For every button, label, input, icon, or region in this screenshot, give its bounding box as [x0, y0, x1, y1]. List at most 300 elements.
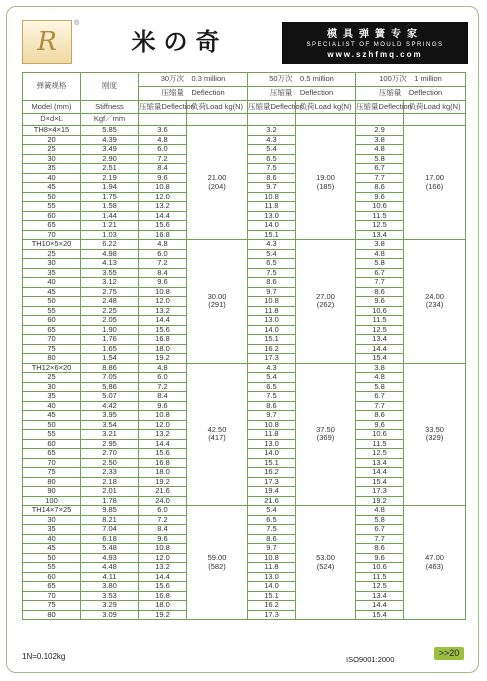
deflection-0p3m: 14.4 — [139, 211, 187, 221]
deflection-0p3m: 10.8 — [139, 411, 187, 421]
deflection-0p3m: 7.2 — [139, 259, 187, 269]
deflection-0p3m: 19.2 — [139, 610, 187, 620]
deflection-0p5m: 11.8 — [248, 563, 296, 573]
deflection-0p5m: 11.8 — [248, 202, 296, 212]
deflection-0p3m: 14.4 — [139, 316, 187, 326]
deflection-1m: 12.5 — [356, 449, 404, 459]
deflection-0p3m: 21.6 — [139, 487, 187, 497]
stiffness-value: 3.21 — [81, 430, 139, 440]
table-row — [23, 506, 466, 516]
deflection-1m: 5.8 — [356, 259, 404, 269]
sub-deflection-header-1: 压缩量Deflection — [139, 101, 187, 114]
deflection-0p5m: 15.1 — [248, 591, 296, 601]
stiffness-value: 3.49 — [81, 145, 139, 155]
stiffness-value: 1.21 — [81, 221, 139, 231]
load-kg: 42.50 — [207, 424, 227, 434]
brand-banner — [282, 22, 468, 64]
banner-chinese: 模具弹簧专家 — [327, 29, 423, 40]
deflection-0p3m: 9.6 — [139, 534, 187, 544]
stiffness-value: 3.09 — [81, 610, 139, 620]
free-length: 55 — [23, 306, 81, 316]
free-length: 30 — [23, 154, 81, 164]
deflection-0p3m: 24.0 — [139, 496, 187, 506]
free-length: 70 — [23, 458, 81, 468]
spring-spec-table — [22, 72, 466, 620]
load-newton: (291) — [208, 300, 226, 310]
deflection-0p5m: 16.2 — [248, 468, 296, 478]
deflection-0p3m: 14.4 — [139, 439, 187, 449]
free-length: 30 — [23, 259, 81, 269]
deflection-0p5m: 9.7 — [248, 411, 296, 421]
deflection-0p5m: 13.0 — [248, 211, 296, 221]
deflection-0p5m: 6.5 — [248, 154, 296, 164]
deflection-1m: 3.8 — [356, 363, 404, 373]
blank-cell — [248, 114, 296, 126]
blank-cell — [356, 114, 404, 126]
deflection-0p3m: 9.6 — [139, 278, 187, 288]
free-length: 70 — [23, 591, 81, 601]
deflection-1m: 15.4 — [356, 477, 404, 487]
stiffness-value: 2.90 — [81, 154, 139, 164]
free-length: 65 — [23, 582, 81, 592]
stiffness-value: 1.44 — [81, 211, 139, 221]
free-length: 35 — [23, 525, 81, 535]
deflection-0p5m: 13.0 — [248, 572, 296, 582]
deflection-0p5m: 10.8 — [248, 192, 296, 202]
deflection-0p3m: 13.2 — [139, 202, 187, 212]
banner-website: www.szhfmq.com — [327, 50, 423, 59]
free-length: 35 — [23, 392, 81, 402]
stiffness-value: 9.85 — [81, 506, 139, 516]
free-length: 50 — [23, 297, 81, 307]
model-header-unit: (mm) — [54, 101, 72, 111]
deflection-0p3m: 6.0 — [139, 506, 187, 516]
stiffness-value: 1.75 — [81, 192, 139, 202]
blank-cell — [139, 114, 187, 126]
table-row — [23, 240, 466, 250]
deflection-1m: 13.4 — [356, 458, 404, 468]
stiffness-value: 3.95 — [81, 411, 139, 421]
deflection-0p3m: 13.2 — [139, 306, 187, 316]
deflection-0p5m: 6.5 — [248, 259, 296, 269]
deflection-1m: 12.5 — [356, 221, 404, 231]
deflection-0p3m: 8.4 — [139, 268, 187, 278]
free-length: 80 — [23, 477, 81, 487]
load-0p3m — [187, 240, 248, 364]
deflection-0p3m: 7.2 — [139, 382, 187, 392]
deflection-0p3m: 12.0 — [139, 192, 187, 202]
deflection-0p3m: 15.6 — [139, 582, 187, 592]
free-length: 45 — [23, 287, 81, 297]
deflection-0p5m: 14.0 — [248, 325, 296, 335]
load-0p3m — [187, 363, 248, 506]
free-length: 45 — [23, 411, 81, 421]
deflection-1m: 7.7 — [356, 401, 404, 411]
load-kg: 37.50 — [316, 424, 335, 434]
deflection-1m: 9.6 — [356, 192, 404, 202]
deflection-1m: 19.2 — [356, 496, 404, 506]
free-length: 50 — [23, 420, 81, 430]
deflection-0p5m: 3.2 — [248, 126, 296, 136]
stiffness-value: 1.90 — [81, 325, 139, 335]
stiffness-value: 2.01 — [81, 487, 139, 497]
free-length: 50 — [23, 192, 81, 202]
stiffness-header-cn: 刚度 — [81, 73, 139, 101]
deflection-0p5m: 17.3 — [248, 354, 296, 364]
model-header-en-text: Model — [31, 101, 52, 111]
deflection-1m: 15.4 — [356, 354, 404, 364]
stiffness-value: 1.94 — [81, 183, 139, 193]
free-length: 60 — [23, 211, 81, 221]
sub-deflection-header-2: 压缩量Deflection — [248, 101, 296, 114]
load-newton: (329) — [425, 433, 444, 443]
brand-name: 米の奇 — [131, 27, 228, 56]
model-size-cell — [23, 240, 81, 250]
deflection-0p3m: 7.2 — [139, 515, 187, 525]
deflection-0p3m: 6.0 — [139, 249, 187, 259]
deflection-1m: 7.7 — [356, 534, 404, 544]
deflection-0p5m: 16.2 — [248, 601, 296, 611]
load-newton: (204) — [208, 181, 226, 191]
deflection-0p5m: 10.8 — [248, 553, 296, 563]
stiffness-value: 3.55 — [81, 268, 139, 278]
deflection-0p5m: 15.1 — [248, 458, 296, 468]
load-0p5m — [296, 506, 356, 620]
free-length: 45 — [23, 183, 81, 193]
stiffness-value: 2.48 — [81, 297, 139, 307]
load-newton: (369) — [316, 433, 335, 443]
deflection-0p5m: 7.5 — [248, 268, 296, 278]
model-size: TH8×4×15 — [33, 125, 70, 134]
page-number-badge: >>20 — [434, 647, 464, 660]
deflection-0p3m: 7.2 — [139, 154, 187, 164]
stiffness-value: 2.95 — [81, 439, 139, 449]
deflection-1m: 17.3 — [356, 487, 404, 497]
deflection-0p3m: 15.6 — [139, 449, 187, 459]
sub-load-header-1: 负荷Load kg(N) — [187, 101, 248, 114]
deflection-1m: 4.8 — [356, 506, 404, 516]
deflection-0p5m: 11.8 — [248, 430, 296, 440]
free-length: 25 — [23, 373, 81, 383]
stiffness-value: 1.65 — [81, 344, 139, 354]
stiffness-value: 4.13 — [81, 259, 139, 269]
deflection-1m: 6.7 — [356, 392, 404, 402]
blank-cell — [187, 114, 248, 126]
stiffness-value: 3.12 — [81, 278, 139, 288]
model-size-cell — [23, 126, 81, 136]
stiffness-value: 2.75 — [81, 287, 139, 297]
free-length: 80 — [23, 610, 81, 620]
free-length: 60 — [23, 572, 81, 582]
load-0p5m — [296, 126, 356, 240]
deflection-1m: 9.6 — [356, 420, 404, 430]
iso-certification: ISO9001:2000 — [346, 655, 395, 664]
deflection-0p3m: 15.6 — [139, 221, 187, 231]
deflection-1m: 5.8 — [356, 515, 404, 525]
free-length: 70 — [23, 335, 81, 345]
stiffness-value: 2.70 — [81, 449, 139, 459]
load-newton: (582) — [208, 561, 226, 571]
free-length: 40 — [23, 401, 81, 411]
sub-load-header-2: 负荷Load kg(N) — [296, 101, 356, 114]
deflection-0p5m: 8.6 — [248, 278, 296, 288]
model-header-en — [23, 101, 81, 114]
stiffness-value: 5.48 — [81, 544, 139, 554]
deflection-0p5m: 13.0 — [248, 439, 296, 449]
deflection-0p5m: 5.4 — [248, 373, 296, 383]
deflection-1m: 10.6 — [356, 306, 404, 316]
deflection-1m: 10.6 — [356, 202, 404, 212]
deflection-0p3m: 4.8 — [139, 135, 187, 145]
deflection-0p3m: 8.4 — [139, 164, 187, 174]
deflection-0p3m: 4.8 — [139, 240, 187, 250]
deflection-1m: 11.5 — [356, 211, 404, 221]
stiffness-value: 2.33 — [81, 468, 139, 478]
deflection-0p3m: 13.2 — [139, 563, 187, 573]
deflection-1m: 3.8 — [356, 135, 404, 145]
deflection-header-2: 压缩量 Deflection — [248, 87, 356, 101]
stiffness-value: 1.03 — [81, 230, 139, 240]
deflection-0p3m: 18.0 — [139, 468, 187, 478]
free-length: 55 — [23, 202, 81, 212]
load-kg: 33.50 — [425, 424, 444, 434]
deflection-0p3m: 8.4 — [139, 525, 187, 535]
deflection-1m: 9.6 — [356, 553, 404, 563]
stiffness-value: 2.19 — [81, 173, 139, 183]
deflection-0p5m: 9.7 — [248, 183, 296, 193]
deflection-0p3m: 18.0 — [139, 344, 187, 354]
load-kg: 30.00 — [207, 291, 227, 301]
load-kg: 59.00 — [207, 553, 227, 562]
free-length: 65 — [23, 325, 81, 335]
deflection-1m: 2.9 — [356, 126, 404, 136]
registered-mark: ® — [74, 20, 80, 27]
load-kg: 24.00 — [425, 291, 444, 301]
deflection-1m: 6.7 — [356, 525, 404, 535]
deflection-0p5m: 7.5 — [248, 525, 296, 535]
deflection-0p3m: 3.6 — [139, 126, 187, 136]
stiffness-value: 4.93 — [81, 553, 139, 563]
deflection-0p3m: 19.2 — [139, 477, 187, 487]
deflection-1m: 4.8 — [356, 145, 404, 155]
deflection-0p3m: 12.0 — [139, 297, 187, 307]
stiffness-value: 7.04 — [81, 525, 139, 535]
stiffness-value: 1.78 — [81, 496, 139, 506]
stiffness-value: 2.25 — [81, 306, 139, 316]
load-0p3m — [187, 506, 248, 620]
load-kg: 53.00 — [316, 553, 335, 562]
deflection-0p5m: 17.3 — [248, 477, 296, 487]
deflection-0p3m: 9.6 — [139, 173, 187, 183]
spec-table-body — [23, 126, 466, 620]
stiffness-value: 3.29 — [81, 601, 139, 611]
deflection-1m: 10.6 — [356, 563, 404, 573]
stiffness-unit-header: Kgf／mm — [81, 114, 139, 126]
deflection-1m: 12.5 — [356, 325, 404, 335]
deflection-0p5m: 16.2 — [248, 344, 296, 354]
deflection-1m: 8.6 — [356, 183, 404, 193]
catalog-header — [22, 20, 465, 68]
free-length: 40 — [23, 534, 81, 544]
deflection-1m: 12.5 — [356, 582, 404, 592]
free-length: 75 — [23, 601, 81, 611]
load-kg: 17.00 — [425, 173, 444, 182]
deflection-1m: 7.7 — [356, 173, 404, 183]
free-length: 70 — [23, 230, 81, 240]
deflection-0p5m: 21.6 — [248, 496, 296, 506]
free-length: 35 — [23, 268, 81, 278]
load-kg: 21.00 — [207, 173, 227, 182]
deflection-0p5m: 10.8 — [248, 297, 296, 307]
logo-letter: R — [37, 27, 57, 57]
deflection-0p3m: 16.8 — [139, 591, 187, 601]
free-length: 65 — [23, 221, 81, 231]
load-newton: (234) — [425, 300, 444, 310]
deflection-0p5m: 9.7 — [248, 544, 296, 554]
deflection-0p5m: 13.0 — [248, 316, 296, 326]
stiffness-header-en: Stiffness — [81, 101, 139, 114]
deflection-1m: 6.7 — [356, 268, 404, 278]
stiffness-value: 1.58 — [81, 202, 139, 212]
free-length: 65 — [23, 449, 81, 459]
free-length: 60 — [23, 439, 81, 449]
deflection-0p5m: 14.0 — [248, 582, 296, 592]
load-1m — [404, 506, 466, 620]
free-length: 20 — [23, 135, 81, 145]
stiffness-value: 4.48 — [81, 563, 139, 573]
deflection-1m: 8.6 — [356, 411, 404, 421]
stiffness-value: 5.85 — [81, 126, 139, 136]
deflection-1m: 5.8 — [356, 382, 404, 392]
stiffness-value: 4.11 — [81, 572, 139, 582]
stiffness-value: 4.98 — [81, 249, 139, 259]
deflection-0p5m: 8.6 — [248, 534, 296, 544]
deflection-1m: 6.7 — [356, 164, 404, 174]
deflection-0p3m: 15.6 — [139, 325, 187, 335]
deflection-1m: 15.4 — [356, 610, 404, 620]
deflection-0p5m: 14.0 — [248, 221, 296, 231]
table-row — [23, 363, 466, 373]
free-length: 35 — [23, 164, 81, 174]
stiffness-value: 3.80 — [81, 582, 139, 592]
deflection-0p5m: 19.4 — [248, 487, 296, 497]
model-dims-header: D×d×L — [23, 114, 81, 126]
deflection-1m: 13.4 — [356, 591, 404, 601]
cycles-header-2: 50万次 0.5 million — [248, 73, 356, 87]
free-length: 55 — [23, 430, 81, 440]
deflection-1m: 9.6 — [356, 297, 404, 307]
stiffness-value: 3.53 — [81, 591, 139, 601]
load-kg: 19.00 — [316, 173, 335, 182]
deflection-1m: 7.7 — [356, 278, 404, 288]
stiffness-value: 8.21 — [81, 515, 139, 525]
stiffness-value: 3.54 — [81, 420, 139, 430]
stiffness-value: 8.86 — [81, 363, 139, 373]
deflection-0p3m: 16.8 — [139, 458, 187, 468]
free-length: 60 — [23, 316, 81, 326]
deflection-0p3m: 14.4 — [139, 572, 187, 582]
model-size: TH10×5×20 — [31, 239, 72, 248]
deflection-1m: 14.4 — [356, 344, 404, 354]
free-length: 30 — [23, 382, 81, 392]
deflection-0p3m: 10.8 — [139, 544, 187, 554]
unit-conversion-note: 1N=0.102kg — [22, 652, 66, 661]
load-0p5m — [296, 240, 356, 364]
model-header-cn: 弹簧规格 — [23, 73, 81, 101]
cycles-header-1: 30万次 0.3 million — [139, 73, 248, 87]
stiffness-value: 4.42 — [81, 401, 139, 411]
deflection-header-3: 压缩量 Deflection — [356, 87, 466, 101]
deflection-0p5m: 14.0 — [248, 449, 296, 459]
load-newton: (166) — [425, 181, 444, 191]
deflection-0p5m: 4.3 — [248, 135, 296, 145]
deflection-0p5m: 10.8 — [248, 420, 296, 430]
load-kg: 27.00 — [316, 291, 335, 301]
deflection-0p3m: 6.0 — [139, 373, 187, 383]
deflection-0p5m: 15.1 — [248, 335, 296, 345]
deflection-0p5m: 9.7 — [248, 287, 296, 297]
deflection-0p5m: 15.1 — [248, 230, 296, 240]
deflection-1m: 14.4 — [356, 601, 404, 611]
free-length: 75 — [23, 344, 81, 354]
deflection-0p3m: 9.6 — [139, 401, 187, 411]
load-newton: (463) — [425, 561, 444, 571]
deflection-1m: 8.6 — [356, 544, 404, 554]
stiffness-value: 7.05 — [81, 373, 139, 383]
load-newton: (417) — [208, 433, 226, 443]
deflection-1m: 3.8 — [356, 240, 404, 250]
deflection-header-1: 压缩量 Deflection — [139, 87, 248, 101]
model-size: TH12×6×20 — [31, 362, 72, 372]
deflection-1m: 10.6 — [356, 430, 404, 440]
load-1m — [404, 240, 466, 364]
brand-logo — [22, 20, 72, 64]
deflection-1m: 8.6 — [356, 287, 404, 297]
deflection-1m: 13.4 — [356, 230, 404, 240]
free-length: 45 — [23, 544, 81, 554]
deflection-1m: 11.5 — [356, 572, 404, 582]
stiffness-value: 1.54 — [81, 354, 139, 364]
deflection-0p3m: 16.8 — [139, 230, 187, 240]
deflection-1m: 14.4 — [356, 468, 404, 478]
load-1m — [404, 126, 466, 240]
deflection-1m: 4.8 — [356, 249, 404, 259]
deflection-0p5m: 6.5 — [248, 515, 296, 525]
stiffness-value: 6.18 — [81, 534, 139, 544]
deflection-0p5m: 5.4 — [248, 145, 296, 155]
stiffness-value: 1.76 — [81, 335, 139, 345]
free-length: 55 — [23, 563, 81, 573]
deflection-0p5m: 7.5 — [248, 392, 296, 402]
deflection-0p3m: 19.2 — [139, 354, 187, 364]
table-row — [23, 126, 466, 136]
model-size-cell — [23, 506, 81, 516]
deflection-0p3m: 4.8 — [139, 363, 187, 373]
deflection-0p3m: 10.8 — [139, 287, 187, 297]
free-length: 25 — [23, 249, 81, 259]
deflection-1m: 5.8 — [356, 154, 404, 164]
deflection-1m: 11.5 — [356, 316, 404, 326]
model-size: TH14×7×25 — [31, 505, 72, 514]
free-length: 30 — [23, 515, 81, 525]
stiffness-value: 2.18 — [81, 477, 139, 487]
load-kg: 47.00 — [425, 553, 444, 562]
deflection-1m: 4.8 — [356, 373, 404, 383]
deflection-0p3m: 13.2 — [139, 430, 187, 440]
deflection-0p5m: 17.3 — [248, 610, 296, 620]
deflection-0p5m: 4.3 — [248, 240, 296, 250]
load-newton: (185) — [316, 181, 335, 191]
